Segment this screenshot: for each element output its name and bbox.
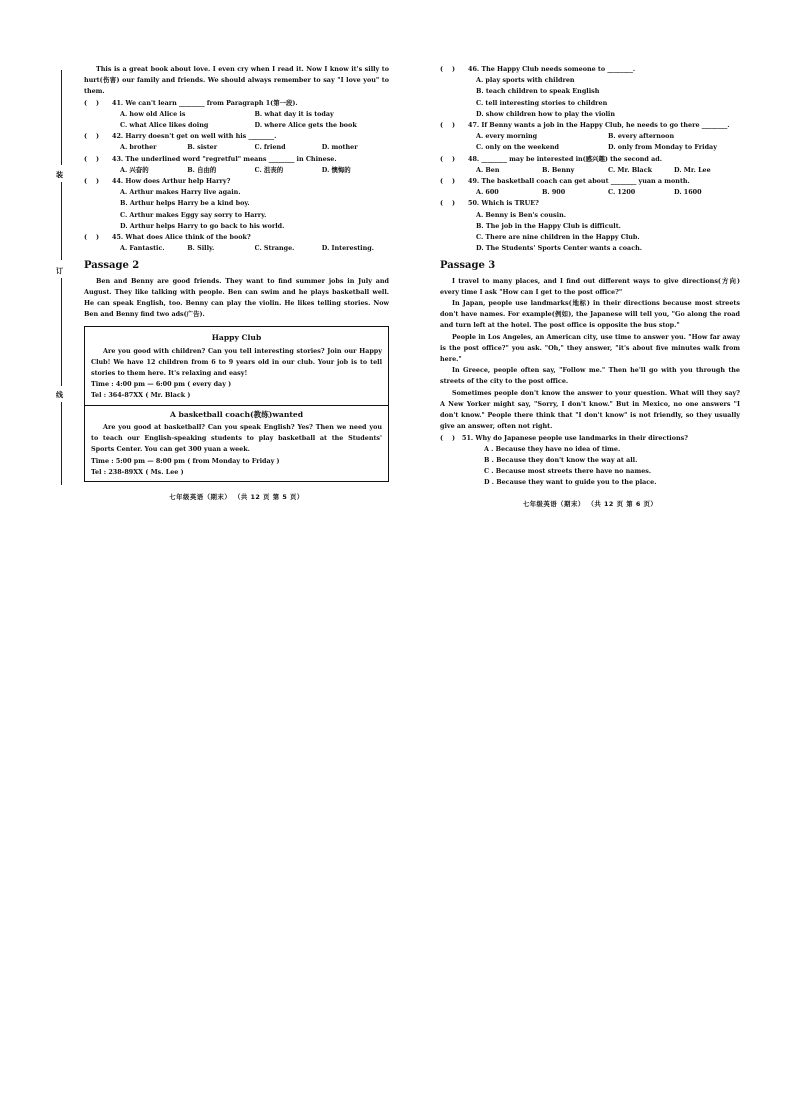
option: A. brother [120,143,157,152]
option: A. Benny is Ben's cousin. [476,210,566,219]
ad2-tel: Tel : 238-89XX ( Ms. Lee ) [91,467,184,476]
answer-blank-48[interactable]: ( ) [440,154,455,163]
option: D. where Alice gets the book [254,121,357,130]
ad-divider [85,405,388,406]
ad1-body: Are you good with children? Can you tell interesting stories? Join our Happy Club! We have 12 children from 6 to 9 years old in our club. Your job is to tell stories to them here. It's relaxing and easy! [91,346,382,378]
passage1-closing-paragraph: This is a great book about love. I even cry when I read it. Now I know it's silly to hurt(伤害) our family and friends. We should always remember to say "I love you" to them. [84,65,389,96]
answer-blank-45[interactable]: ( ) [84,233,99,242]
option: B. 900 [542,188,566,197]
option: C. what Alice likes doing [120,121,209,130]
option: C. tell interesting stories to children [476,98,608,107]
binding-char-ding: 订 [56,267,63,275]
question-50 [440,198,740,254]
question-42 [84,131,389,153]
option: A. Arthur makes Harry live again. [120,188,241,197]
ad2-title: A basketball coach(教练)wanted [169,409,304,419]
question-stem: 41. We can't learn ________ from Paragraph 1(第一段). [112,98,298,107]
option: C . Because most streets there have no names. [484,467,652,476]
option: D. Arthur helps Harry to go back to his world. [120,221,285,230]
question-stem: 49. The basketball coach can get about ________ yuan a month. [468,177,690,186]
option: A. 600 [476,188,499,197]
answer-blank-44[interactable]: ( ) [84,177,99,186]
question-stem: 44. How does Arthur help Harry? [112,177,231,186]
option: B. teach children to speak English [476,87,600,96]
right-page [440,64,740,510]
ad1-title: Happy Club [211,333,262,343]
option: A. every morning [476,132,538,141]
option: D. Mr. Lee [674,165,711,174]
option: D. only from Monday to Friday [608,143,717,152]
ad1-time: Time : 4:00 pm — 6:00 pm ( every day ) [91,380,232,389]
option: D. mother [321,143,358,152]
binding-char-xian: 线 [56,391,63,399]
question-stem: 48. ________ may be interested in(感兴趣) the second ad. [468,154,662,163]
question-stem: 42. Harry doesn't get on well with his ________. [112,132,277,141]
page-footer-right: 七年级英语（期末） （共 12 页 第 6 页） [522,499,658,508]
question-47 [440,120,740,154]
binding-line [56,70,68,485]
answer-blank-41[interactable]: ( ) [84,98,99,107]
option: D. The Students' Sports Center wants a coach. [476,244,642,253]
answer-blank-42[interactable]: ( ) [84,132,99,141]
option: A. how old Alice is [120,109,186,118]
option: C. 沮丧的 [254,165,284,174]
passage2-text: Ben and Benny are good friends. They want to find summer jobs in July and August. They like talking with people. Ben can swim and he plays basketball well. He can speak English, too. Benny can play the violin. He likes telling stories. Now Ben and Benny find two ads(广告). [84,276,389,319]
option: D. 1600 [674,188,702,197]
option: A. Ben [476,165,500,174]
passage3-paragraph: People in Los Angeles, an American city, use time to answer you. "How far away is the post office?" you ask. "Oh," they answer, "it's about five minutes walk from here." [440,332,740,364]
question-48 [440,154,740,176]
option: D. show children how to play the violin [476,109,616,118]
question-43 [84,154,389,176]
question-stem: 45. What does Alice think of the book? [112,233,251,242]
option: C. friend [254,143,286,152]
passage3-paragraph: I travel to many places, and I find out different ways to give directions(方向) every time I ask "How can I get to the post office?" [440,276,740,296]
option: B. 自由的 [187,165,217,174]
question-stem: 43. The underlined word "regretful" means ________ in Chinese. [112,154,337,163]
answer-blank-51[interactable]: ( ) [440,433,455,442]
option: C. There are nine children in the Happy Club. [476,233,640,242]
option: D. 懊悔的 [321,165,351,174]
option: C. Mr. Black [608,165,653,174]
answer-blank-46[interactable]: ( ) [440,65,455,73]
question-stem: 50. Which is TRUE? [468,199,539,208]
answer-blank-50[interactable]: ( ) [440,199,455,208]
option: B. Silly. [187,244,215,253]
option: B. what day it is today [254,109,334,118]
option: D. Interesting. [321,244,374,253]
ad1-tel: Tel : 364-87XX ( Mr. Black ) [91,391,191,400]
ad2-body: Are you good at basketball? Can you speak English? Yes? Then we need you to teach our English-speaking students to play basketball at the Students' Sports Center. You can get 300 yuan a week. [91,422,382,454]
option: A. Fantastic. [120,244,165,253]
option: B. The job in the Happy Club is difficult. [476,221,621,230]
passage3-paragraph: Sometimes people don't know the answer to your question. What will they say? A New Yorker might say, "Sorry, I don't know." But in Mexico, no one answers "I don't know." People there think that "I don't know" is not friendly, so they usually give an answer, often not right. [440,388,740,431]
passage3-paragraph: In Greece, people often say, "Follow me." Then he'll go with you through the streets of the city to the post office. [440,366,740,386]
option: B. every afternoon [608,132,675,141]
option: B. Benny [542,165,575,174]
option: C. only on the weekend [476,143,559,152]
binding-char-zhuang: 装 [56,171,63,179]
option: B. sister [187,143,218,152]
passage3-title: Passage 3 [440,260,496,272]
question-stem: 51. Why do Japanese people use landmarks in their directions? [462,433,688,442]
answer-blank-49[interactable]: ( ) [440,177,455,186]
option: B . Because they don't know the way at all. [484,455,638,464]
question-44 [84,176,389,232]
option: A . Because they have no idea of time. [484,444,621,453]
option: A. 兴奋的 [120,165,149,174]
option: C. Strange. [254,244,295,253]
question-46 [440,64,740,120]
answer-blank-47[interactable]: ( ) [440,121,455,130]
question-41 [84,98,389,132]
question-stem: 47. If Benny wants a job in the Happy Club, he needs to go there ________. [468,121,730,130]
question-stem: 46. The Happy Club needs someone to ________. [468,65,636,73]
ads-box [84,326,389,481]
option: D . Because they want to guide you to the place. [484,478,657,487]
passage2-title: Passage 2 [84,260,140,272]
question-49 [440,176,740,198]
question-45 [84,232,389,254]
option: C. Arthur makes Eggy say sorry to Harry. [120,210,267,219]
page-footer-left: 七年级英语（期末） （共 12 页 第 5 页） [169,492,304,501]
option: C. 1200 [608,188,636,197]
question-51 [440,433,740,489]
ad2-time: Time : 5:00 pm — 8:00 pm ( from Monday to Friday ) [91,456,280,465]
option: A. play sports with children [476,76,575,85]
answer-blank-43[interactable]: ( ) [84,154,99,163]
left-page [84,64,389,503]
option: B. Arthur helps Harry be a kind boy. [120,199,250,208]
passage3-paragraph: In Japan, people use landmarks(地标) in their directions because most streets don't have names. For example(例如), the Japanese will tell you, "Go along the road and turn left at the hotel. The post office is opposite the bus stop." [440,299,740,330]
